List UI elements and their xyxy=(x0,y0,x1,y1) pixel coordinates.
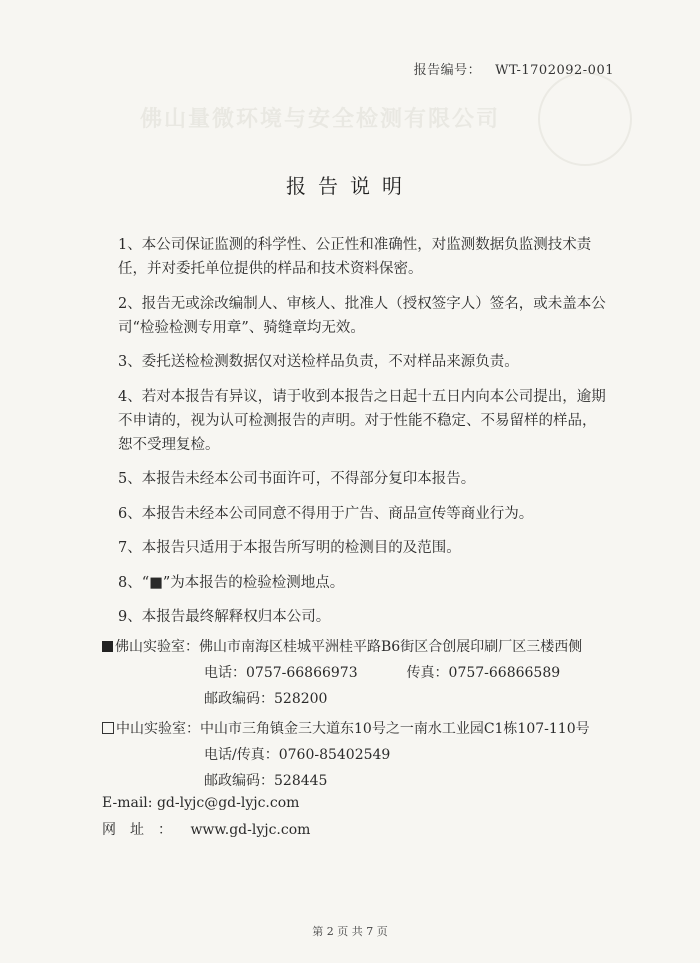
zhongshan-lab-address-row xyxy=(102,716,622,742)
note-item: 6、本报告未经本公司同意不得用于广告、商品宣传等商业行为。 xyxy=(118,505,534,522)
empty-square-icon xyxy=(102,722,114,734)
website-row xyxy=(102,817,310,844)
foshan-lab-address: 佛山市南海区桂城平洲桂平路B6街区合创展印刷厂区三楼西侧 xyxy=(199,639,583,655)
zhongshan-phone-fax-label: 电话/传真： xyxy=(204,747,279,763)
page-footer: 第 2 页 共 7 页 xyxy=(312,925,388,938)
zhongshan-postcode-label: 邮政编码： xyxy=(204,773,274,789)
zhongshan-lab-name: 中山实验室： xyxy=(116,721,200,737)
foshan-postcode: 528200 xyxy=(274,691,328,707)
page-title: 报告说明 xyxy=(286,174,414,198)
email-label: E-mail: xyxy=(102,795,153,811)
report-number-value: WT-1702092-001 xyxy=(495,63,614,78)
zhongshan-phone-fax: 0760-85402549 xyxy=(278,747,391,763)
note-item: 4、若对本报告有异议，请于收到本报告之日起十五日内向本公司提出，逾期不申请的，视为认可检测报告的声明。对于性能不稳定、不易留样的样品，恕不受理复检。 xyxy=(118,388,606,453)
report-number-label: 报告编号： xyxy=(413,63,482,78)
website-label: 网址： xyxy=(102,822,186,838)
filled-square-icon xyxy=(102,641,113,652)
foshan-lab-address-row xyxy=(102,634,622,660)
foshan-fax: 0757-66866589 xyxy=(448,665,561,681)
foshan-lab-phone-row xyxy=(102,660,622,686)
foshan-fax-label: 传真： xyxy=(406,665,449,681)
foshan-phone: 0757-66866973 xyxy=(246,665,358,681)
report-number xyxy=(414,59,614,78)
company-watermark: 佛山量微环境与安全检测有限公司 xyxy=(140,106,501,132)
zhongshan-lab-phone-row xyxy=(102,742,622,768)
note-item: 7、本报告只适用于本报告所写明的检测目的及范围。 xyxy=(118,540,461,556)
email-row xyxy=(102,790,310,817)
labs-section xyxy=(102,634,622,794)
foshan-lab-postcode-row xyxy=(102,686,622,712)
note-item: 2、报告无或涂改编制人、审核人、批准人（授权签字人）签名，或未盖本公司“检验检测专用章”、骑缝章均无效。 xyxy=(118,295,606,336)
foshan-lab-name: 佛山实验室： xyxy=(115,639,199,655)
email-address: gd-lyjc@gd-lyjc.com xyxy=(156,795,300,811)
zhongshan-postcode: 528445 xyxy=(274,773,328,789)
zhongshan-lab-address: 中山市三角镇金三大道东10号之一南水工业园C1栋107-110号 xyxy=(200,721,590,737)
foshan-postcode-label: 邮政编码： xyxy=(204,691,274,707)
note-item: 8、“■”为本报告的检验检测地点。 xyxy=(118,574,345,591)
contact-section xyxy=(102,790,310,844)
note-item: 1、本公司保证监测的科学性、公正性和准确性，对监测数据负监测技术责任，并对委托单位提供的样品和技术资料保密。 xyxy=(118,237,592,277)
note-item: 5、本报告未经本公司书面许可，不得部分复印本报告。 xyxy=(118,471,476,487)
company-seal-stamp xyxy=(538,72,632,166)
foshan-phone-label: 电话： xyxy=(204,665,246,681)
note-item: 9、本报告最终解释权归本公司。 xyxy=(118,609,331,625)
note-item: 3、委托送检检测数据仅对送检样品负责，不对样品来源负责。 xyxy=(118,354,519,370)
website-url: www.gd-lyjc.com xyxy=(190,822,311,838)
report-notes-list xyxy=(118,233,608,640)
